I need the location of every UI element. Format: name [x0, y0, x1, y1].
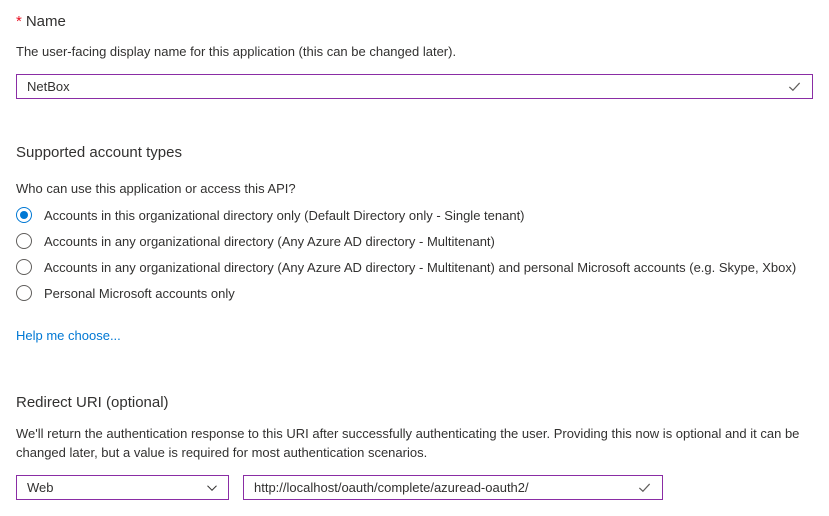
required-asterisk: * — [16, 13, 22, 30]
supported-account-types-heading: Supported account types — [16, 144, 182, 161]
platform-select-value: Web — [27, 480, 54, 495]
platform-select[interactable] — [16, 475, 229, 500]
redirect-uri-heading: Redirect URI (optional) — [16, 394, 169, 411]
radio-option-personal-only[interactable] — [16, 280, 813, 306]
help-me-choose-link[interactable]: Help me choose... — [16, 328, 121, 343]
chevron-down-icon — [206, 482, 218, 494]
name-input[interactable] — [27, 79, 787, 94]
redirect-uri-row — [16, 475, 813, 500]
name-field-label — [16, 12, 813, 32]
radio-option-label: Accounts in this organizational directory only (Default Directory only - Single tenant) — [44, 207, 525, 223]
account-types-question: Who can use this application or access this API? — [16, 181, 296, 196]
redirect-uri-input-box — [243, 475, 663, 500]
name-field-description: The user-facing display name for this application (this can be changed later). — [16, 44, 457, 59]
redirect-uri-section — [16, 393, 813, 500]
redirect-uri-input[interactable] — [254, 480, 637, 495]
account-type-radio-group — [16, 202, 813, 306]
supported-account-types-section — [16, 143, 813, 345]
name-label-text: Name — [25, 13, 66, 30]
radio-button-icon[interactable] — [16, 233, 32, 249]
radio-button-icon[interactable] — [16, 259, 32, 275]
redirect-uri-description: We'll return the authentication response to this URI after successfully authenticating the user. Providing this now is optional and it can be changed later, but a value is required for most authentication scenarios. — [16, 426, 800, 460]
name-input-box — [16, 74, 813, 99]
radio-button-icon[interactable] — [16, 207, 32, 223]
radio-button-icon[interactable] — [16, 285, 32, 301]
radio-option-label: Accounts in any organizational directory (Any Azure AD directory - Multitenant) and personal Microsoft accounts (e.g. Skype, Xbox) — [44, 259, 797, 275]
radio-option-single-tenant[interactable] — [16, 202, 813, 228]
radio-option-label: Personal Microsoft accounts only — [44, 285, 235, 301]
radio-option-multitenant-personal[interactable] — [16, 254, 813, 280]
radio-option-multitenant[interactable] — [16, 228, 813, 254]
valid-check-icon — [637, 480, 652, 495]
valid-check-icon — [787, 79, 802, 94]
radio-option-label: Accounts in any organizational directory (Any Azure AD directory - Multitenant) — [44, 233, 495, 249]
